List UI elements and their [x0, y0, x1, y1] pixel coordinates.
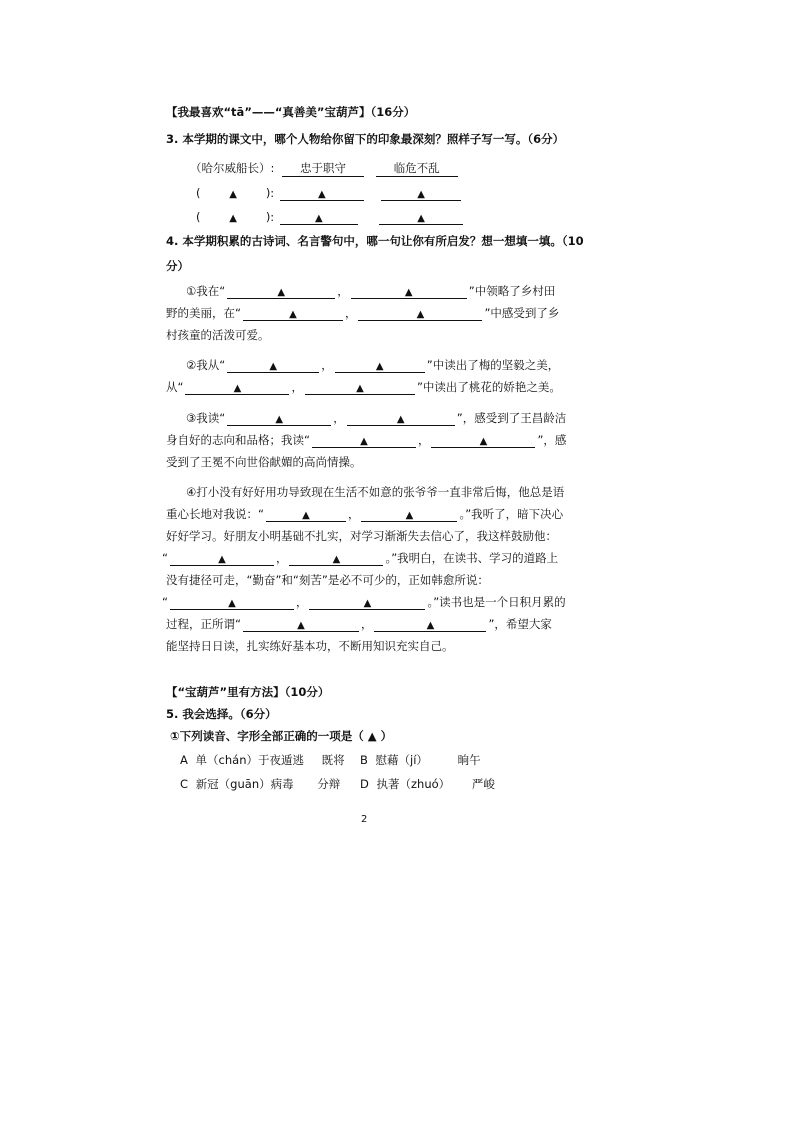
q4-p3-line3: 受到了王冕不向世俗献媚的高尚情操。: [166, 455, 362, 469]
q4-p3-line2: 身自好的志向和品格；我读“ ▲ ， ▲ ”，感: [166, 433, 567, 447]
q4-p1-line2: 野的美丽，在“ ▲ ， ▲ ”中感受到了乡: [166, 306, 560, 320]
q4-p1-blank-1[interactable]: ▲: [227, 284, 335, 299]
option-d-text-1: 执著（zhuó）: [376, 777, 451, 791]
option-c-text-2: 分辩: [317, 777, 341, 791]
q4-p2-line1: ②我从“ ▲ ， ▲ ”中读出了梅的坚毅之美，: [186, 358, 560, 372]
q3-row1-blank-2[interactable]: ▲: [381, 186, 461, 201]
q4-p1-blank-4[interactable]: ▲: [358, 306, 482, 321]
q4-p2-blank-1[interactable]: ▲: [227, 358, 319, 373]
q4-p4-line1: ④打小没有好好用功导致现在生活不如意的张爷爷一直非常后悔，他总是语: [186, 485, 565, 499]
q3-row1-blank-1[interactable]: ▲: [280, 186, 364, 201]
q4-p4-blank-5[interactable]: ▲: [170, 595, 294, 610]
question-3-title: 3. 本学期的课文中，哪个人物给你留下的印象最深刻？照样子写一写。（6分）: [166, 132, 565, 146]
section-title-1: 【我最喜欢“tā”——“真善美”宝葫芦】（16分）: [166, 105, 416, 119]
question-4-title-line1: 4. 本学期积累的古诗词、名言警句中，哪一句让你有所启发？想一想填一填。（10: [166, 234, 584, 248]
q4-p3-line1: ③我读“ ▲ ， ▲ ”，感受到了王昌龄洁: [186, 411, 567, 425]
q4-p4-blank-8[interactable]: ▲: [374, 617, 486, 632]
q4-p4-line2: 重心长地对我说：“ ▲ ， ▲ 。”我听了，暗下决心: [166, 507, 564, 521]
q3-example-row: [190, 160, 462, 177]
q3-row-1: ( ▲ ): ▲ ▲: [196, 185, 463, 203]
q4-p2-blank-2[interactable]: ▲: [335, 358, 425, 373]
q4-p4-blank-7[interactable]: ▲: [243, 617, 359, 632]
q5-option-d[interactable]: [360, 776, 495, 792]
option-a-label: A: [180, 753, 188, 767]
q4-p1-blank-2[interactable]: ▲: [351, 284, 467, 299]
option-c-label: C: [180, 777, 189, 791]
q4-p2-line2: 从“ ▲ ， ▲ ”中读出了桃花的娇艳之美。: [166, 380, 561, 394]
q4-p3-blank-1[interactable]: ▲: [227, 411, 331, 426]
q4-p4-line8: 能坚持日日读，扎实练好基本功，不断用知识充实自己。: [166, 639, 454, 653]
q4-p4-blank-3[interactable]: ▲: [170, 551, 274, 566]
page-number: 2: [361, 814, 368, 825]
option-b-text-2: 晌午: [457, 753, 481, 767]
option-c-text-1: 新冠（guān）病毒: [195, 777, 294, 791]
q4-p1-line1: ①我在“ ▲ ， ▲ ”中领略了乡村田: [186, 284, 556, 298]
option-b-label: B: [360, 753, 368, 767]
q4-p4-blank-1[interactable]: ▲: [266, 507, 346, 522]
q4-p4-line6: “ ▲ ， ▲ 。”读书也是一个日积月累的: [162, 595, 566, 609]
q4-p3-blank-2[interactable]: ▲: [347, 411, 455, 426]
q4-p4-line5: 没有捷径可走，“勤奋”和“刻苦”是必不可少的，正如韩愈所说：: [166, 573, 489, 587]
q3-example-answer-1: 忠于职守: [282, 161, 364, 177]
q4-p1-line3: 村孩童的活泼可爱。: [166, 328, 270, 342]
option-a-text-2: 既将: [321, 753, 345, 767]
question-4-title-line2: 分）: [166, 259, 189, 273]
q4-p4-line3: 好好学习。好朋友小明基础不扎实，对学习渐渐失去信心了，我这样鼓励他：: [166, 529, 557, 543]
q4-p2-blank-4[interactable]: ▲: [305, 380, 415, 395]
q5-option-c[interactable]: [180, 776, 340, 792]
q4-p2-blank-3[interactable]: ▲: [185, 380, 289, 395]
q4-p3-blank-4[interactable]: ▲: [431, 433, 535, 448]
option-d-text-2: 严峻: [471, 777, 495, 791]
q4-p4-blank-4[interactable]: ▲: [289, 551, 383, 566]
option-d-label: D: [360, 777, 369, 791]
section-title-2: 【“宝葫芦”里有方法】（10分）: [166, 685, 330, 699]
q4-p3-blank-3[interactable]: ▲: [312, 433, 416, 448]
q3-row-2: ( ▲ ): ▲ ▲: [196, 209, 465, 227]
q3-row1-name-marker: ▲: [229, 189, 237, 200]
q3-example-label: （哈尔威船长）:: [190, 161, 275, 175]
q4-p4-blank-6[interactable]: ▲: [309, 595, 425, 610]
q4-p4-line4: “ ▲ ， ▲ 。”我明白，在读书、学习的道路上: [162, 551, 559, 565]
q5-option-b[interactable]: [360, 752, 481, 768]
question-5-title: 5. 我会选择。（6分）: [166, 707, 277, 721]
q5-subquestion-1: ①下列读音、字形全部正确的一项是（ ▲ ）: [170, 729, 393, 743]
q4-p1-blank-3[interactable]: ▲: [243, 306, 343, 321]
q3-example-answer-2: 临危不乱: [376, 161, 458, 177]
q4-p4-blank-2[interactable]: ▲: [361, 507, 457, 522]
q3-row2-blank-1[interactable]: ▲: [280, 210, 358, 225]
q3-row2-blank-2[interactable]: ▲: [379, 210, 463, 225]
q4-p4-line7: 过程，正所谓“ ▲ ， ▲ ”，希望大家: [166, 617, 552, 631]
option-a-text-1: 单（chán）于夜遁逃: [195, 753, 304, 767]
q3-row2-name-marker: ▲: [229, 213, 237, 224]
option-b-text-1: 慰藉（jí）: [375, 753, 428, 767]
q5-option-a[interactable]: [180, 752, 345, 768]
